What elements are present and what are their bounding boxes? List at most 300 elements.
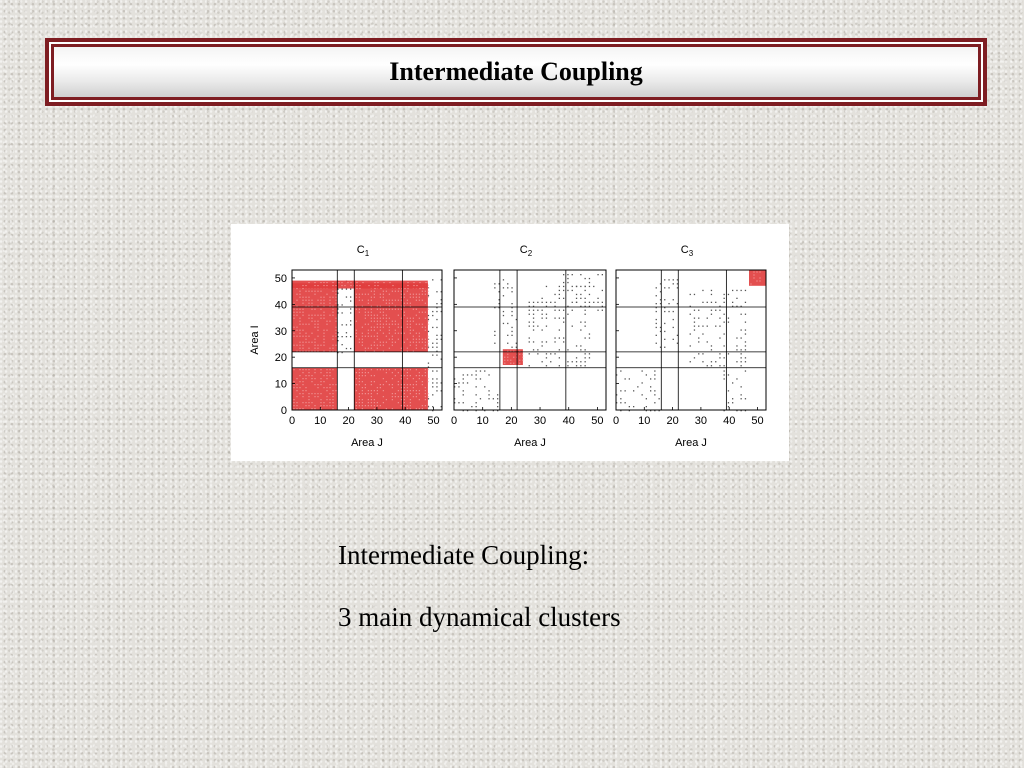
cluster-dot bbox=[413, 342, 414, 343]
cluster-dot bbox=[374, 342, 375, 343]
cluster-dot bbox=[410, 402, 411, 403]
cluster-dot bbox=[356, 333, 357, 334]
cluster-dot bbox=[375, 282, 376, 283]
coupling-dot bbox=[741, 357, 742, 358]
coupling-dot bbox=[476, 374, 477, 375]
cluster-dot bbox=[401, 387, 402, 388]
coupling-dot bbox=[428, 295, 429, 296]
cluster-dot bbox=[407, 369, 408, 370]
cluster-dot bbox=[422, 312, 423, 313]
cluster-dot bbox=[321, 384, 322, 385]
cluster-dot bbox=[309, 399, 310, 400]
coupling-dot bbox=[745, 398, 746, 399]
cluster-dot bbox=[297, 387, 298, 388]
cluster-dot bbox=[321, 378, 322, 379]
panel-2 bbox=[451, 244, 606, 449]
cluster-dot bbox=[351, 285, 352, 286]
x-tick-label: 0 bbox=[612, 415, 620, 427]
coupling-dot bbox=[633, 390, 634, 391]
cluster-dot bbox=[351, 282, 352, 283]
coupling-dot bbox=[724, 333, 725, 334]
cluster-dot bbox=[398, 327, 399, 328]
coupling-dot bbox=[428, 315, 429, 316]
cluster-dot bbox=[419, 297, 420, 298]
coupling-dot bbox=[559, 337, 560, 338]
coupling-dot bbox=[732, 402, 733, 403]
coupling-dot bbox=[728, 294, 729, 295]
cluster-dot bbox=[380, 297, 381, 298]
cluster-dot bbox=[327, 378, 328, 379]
coupling-dot bbox=[476, 402, 477, 403]
cluster-dot bbox=[327, 330, 328, 331]
coupling-dot bbox=[745, 333, 746, 334]
coupling-dot bbox=[546, 353, 547, 354]
cluster-dot bbox=[426, 282, 427, 283]
cluster-dot bbox=[419, 312, 420, 313]
cluster-dot bbox=[404, 393, 405, 394]
cluster-dot bbox=[318, 300, 319, 301]
cluster-dot bbox=[413, 396, 414, 397]
cluster-dot bbox=[333, 285, 334, 286]
coupling-dot bbox=[664, 339, 665, 340]
cluster-dot bbox=[407, 390, 408, 391]
cluster-dot bbox=[425, 312, 426, 313]
cluster-dot bbox=[422, 405, 423, 406]
cluster-dot bbox=[377, 345, 378, 346]
cluster-dot bbox=[380, 330, 381, 331]
coupling-dot bbox=[567, 349, 568, 350]
coupling-dot bbox=[567, 290, 568, 291]
cluster-dot bbox=[401, 390, 402, 391]
cluster-dot bbox=[324, 336, 325, 337]
coupling-dot bbox=[511, 331, 512, 332]
coupling-dot bbox=[593, 286, 594, 287]
cluster-dot bbox=[315, 408, 316, 409]
coupling-dot bbox=[503, 315, 504, 316]
cluster-dot bbox=[422, 324, 423, 325]
cluster-dot bbox=[395, 369, 396, 370]
cluster-dot bbox=[428, 348, 429, 349]
cluster-dot bbox=[371, 327, 372, 328]
cluster-dot bbox=[416, 396, 417, 397]
coupling-dot bbox=[698, 341, 699, 342]
cluster-dot bbox=[410, 369, 411, 370]
cluster-dot bbox=[365, 387, 366, 388]
cluster-dot bbox=[318, 336, 319, 337]
cluster-dot bbox=[357, 282, 358, 283]
coupling-dot bbox=[563, 322, 564, 323]
cluster-dot bbox=[377, 402, 378, 403]
cluster-dot bbox=[318, 393, 319, 394]
cluster-dot bbox=[389, 318, 390, 319]
cluster-dot bbox=[410, 327, 411, 328]
cluster-dot bbox=[401, 306, 402, 307]
cluster-dot bbox=[404, 369, 405, 370]
cluster-dot bbox=[300, 309, 301, 310]
cluster-dot bbox=[392, 324, 393, 325]
coupling-dot bbox=[432, 327, 433, 328]
cluster-dot bbox=[303, 408, 304, 409]
cluster-dot bbox=[386, 342, 387, 343]
coupling-dot bbox=[559, 365, 560, 366]
cluster-dot bbox=[389, 369, 390, 370]
coupling-dot bbox=[711, 349, 712, 350]
cluster-dot bbox=[401, 375, 402, 376]
cluster-dot bbox=[428, 378, 429, 379]
coupling-dot bbox=[741, 337, 742, 338]
cluster-dot bbox=[318, 285, 319, 286]
cluster-dot bbox=[306, 333, 307, 334]
cluster-dot bbox=[371, 291, 372, 292]
cluster-dot bbox=[303, 330, 304, 331]
cluster-dot bbox=[419, 390, 420, 391]
coupling-dot bbox=[654, 378, 655, 379]
coupling-dot bbox=[559, 298, 560, 299]
coupling-dot bbox=[497, 394, 498, 395]
coupling-dot bbox=[745, 349, 746, 350]
cluster-dot bbox=[324, 339, 325, 340]
coupling-dot bbox=[736, 349, 737, 350]
cluster-dot bbox=[330, 348, 331, 349]
cluster-dot bbox=[327, 294, 328, 295]
coupling-dot bbox=[741, 365, 742, 366]
coupling-dot bbox=[646, 398, 647, 399]
cluster-dot bbox=[327, 321, 328, 322]
coupling-dot bbox=[698, 318, 699, 319]
cluster-dot bbox=[321, 345, 322, 346]
coupling-dot bbox=[625, 402, 626, 403]
coupling-dot bbox=[436, 382, 437, 383]
cluster-dot bbox=[315, 345, 316, 346]
coupling-dot bbox=[711, 294, 712, 295]
cluster-dot bbox=[359, 372, 360, 373]
cluster-dot bbox=[371, 318, 372, 319]
cluster-dot bbox=[413, 330, 414, 331]
cluster-dot bbox=[300, 342, 301, 343]
cluster-dot bbox=[383, 318, 384, 319]
cluster-dot bbox=[398, 300, 399, 301]
cluster-dot bbox=[297, 315, 298, 316]
coupling-dot bbox=[529, 365, 530, 366]
coupling-dot bbox=[554, 318, 555, 319]
cluster-dot bbox=[333, 339, 334, 340]
cluster-dot bbox=[303, 288, 304, 289]
coupling-dot bbox=[711, 302, 712, 303]
coupling-dot bbox=[664, 279, 665, 280]
cluster-dot bbox=[362, 333, 363, 334]
x-tick-label: 50 bbox=[751, 415, 764, 427]
coupling-dot bbox=[698, 310, 699, 311]
cluster-dot bbox=[362, 405, 363, 406]
cluster-dot bbox=[371, 336, 372, 337]
cluster-dot bbox=[425, 339, 426, 340]
cluster-dot bbox=[300, 375, 301, 376]
cluster-dot bbox=[395, 333, 396, 334]
coupling-dot bbox=[629, 406, 630, 407]
coupling-dot bbox=[432, 279, 433, 280]
coupling-dot bbox=[497, 406, 498, 407]
y-tick-label: 0 bbox=[280, 405, 287, 417]
coupling-dot bbox=[724, 370, 725, 371]
cluster-dot bbox=[327, 369, 328, 370]
cluster-dot bbox=[504, 363, 505, 364]
cluster-dot bbox=[404, 390, 405, 391]
coupling-dot bbox=[668, 279, 669, 280]
cluster-dot bbox=[342, 285, 343, 286]
cluster-dot bbox=[371, 399, 372, 400]
coupling-dot bbox=[458, 386, 459, 387]
cluster-dot bbox=[315, 315, 316, 316]
cluster-dot bbox=[321, 282, 322, 283]
coupling-dot bbox=[656, 335, 657, 336]
coupling-dot bbox=[350, 336, 351, 337]
cluster-dot bbox=[330, 369, 331, 370]
cluster-dot bbox=[294, 318, 295, 319]
cluster-dot bbox=[757, 281, 758, 282]
cluster-dot bbox=[315, 282, 316, 283]
cluster-dot bbox=[386, 336, 387, 337]
cluster-dot bbox=[303, 297, 304, 298]
cluster-dot bbox=[414, 285, 415, 286]
cluster-dot bbox=[321, 381, 322, 382]
cluster-dot bbox=[410, 297, 411, 298]
coupling-dot bbox=[576, 294, 577, 295]
cluster-dot bbox=[407, 321, 408, 322]
coupling-dot bbox=[533, 341, 534, 342]
coupling-dot bbox=[350, 308, 351, 309]
cluster-dot bbox=[389, 303, 390, 304]
coupling-dot bbox=[507, 335, 508, 336]
cluster-dot bbox=[371, 384, 372, 385]
cluster-dot bbox=[333, 291, 334, 292]
cluster-dot bbox=[754, 275, 755, 276]
cluster-dot bbox=[312, 375, 313, 376]
cluster-dot bbox=[297, 390, 298, 391]
cluster-dot bbox=[356, 330, 357, 331]
cluster-dot bbox=[419, 399, 420, 400]
slide-title: Intermediate Coupling bbox=[389, 57, 643, 86]
cluster-dot bbox=[398, 315, 399, 316]
dot-region bbox=[337, 281, 351, 354]
cluster-dot bbox=[312, 306, 313, 307]
cluster-dot bbox=[368, 315, 369, 316]
cluster-dot bbox=[380, 369, 381, 370]
coupling-dot bbox=[620, 390, 621, 391]
cluster-dot bbox=[389, 300, 390, 301]
x-tick-label: 20 bbox=[342, 415, 355, 427]
coupling-dot bbox=[650, 390, 651, 391]
cluster-dot bbox=[510, 360, 511, 361]
cluster-dot bbox=[428, 336, 429, 337]
coupling-dot bbox=[728, 374, 729, 375]
x-tick-label: 10 bbox=[314, 415, 327, 427]
cluster-block bbox=[354, 368, 428, 410]
coupling-dot bbox=[529, 353, 530, 354]
panel-title: $C_3$ bbox=[680, 244, 694, 258]
dot-region bbox=[724, 370, 747, 411]
coupling-dot bbox=[533, 310, 534, 311]
coupling-dot bbox=[537, 302, 538, 303]
coupling-dot bbox=[707, 302, 708, 303]
coupling-dot bbox=[724, 314, 725, 315]
coupling-dot bbox=[664, 331, 665, 332]
cluster-dot bbox=[395, 375, 396, 376]
cluster-dot bbox=[327, 387, 328, 388]
cluster-dot bbox=[419, 375, 420, 376]
cluster-dot bbox=[380, 405, 381, 406]
cluster-dot bbox=[297, 405, 298, 406]
cluster-dot bbox=[398, 333, 399, 334]
cluster-dot bbox=[410, 318, 411, 319]
cluster-dot bbox=[419, 408, 420, 409]
cluster-dot bbox=[333, 384, 334, 385]
cluster-dot bbox=[513, 363, 514, 364]
cluster-dot bbox=[407, 318, 408, 319]
coupling-dot bbox=[580, 349, 581, 350]
cluster-dot bbox=[368, 336, 369, 337]
cluster-dot bbox=[425, 294, 426, 295]
cluster-dot bbox=[371, 321, 372, 322]
cluster-dot bbox=[330, 300, 331, 301]
cluster-dot bbox=[294, 402, 295, 403]
cluster-dot bbox=[407, 324, 408, 325]
cluster-dot bbox=[399, 288, 400, 289]
cluster-dot bbox=[398, 339, 399, 340]
cluster-dot bbox=[303, 303, 304, 304]
cluster-block bbox=[292, 368, 337, 410]
coupling-dot bbox=[559, 318, 560, 319]
coupling-dot bbox=[620, 402, 621, 403]
coupling-dot bbox=[567, 282, 568, 283]
cluster-dot bbox=[380, 384, 381, 385]
coupling-dot bbox=[650, 386, 651, 387]
cluster-dot bbox=[423, 288, 424, 289]
cluster-dot bbox=[318, 324, 319, 325]
cluster-dot bbox=[504, 360, 505, 361]
coupling-dot bbox=[533, 349, 534, 350]
cluster-dot bbox=[309, 369, 310, 370]
cluster-dot bbox=[383, 384, 384, 385]
cluster-dot bbox=[312, 315, 313, 316]
cluster-dot bbox=[428, 285, 429, 286]
cluster-dot bbox=[407, 300, 408, 301]
coupling-dot bbox=[585, 337, 586, 338]
cluster-dot bbox=[312, 408, 313, 409]
cluster-dot bbox=[378, 285, 379, 286]
cluster-dot bbox=[300, 324, 301, 325]
coupling-dot bbox=[664, 299, 665, 300]
coupling-dot bbox=[659, 398, 660, 399]
panel-frame bbox=[616, 270, 766, 410]
cluster-dot bbox=[398, 309, 399, 310]
dot-region bbox=[690, 290, 747, 367]
cluster-dot bbox=[419, 342, 420, 343]
cluster-dot bbox=[294, 336, 295, 337]
coupling-dot bbox=[745, 329, 746, 330]
cluster-dot bbox=[410, 399, 411, 400]
cluster-dot bbox=[330, 315, 331, 316]
coupling-dot bbox=[580, 361, 581, 362]
coupling-dot bbox=[698, 353, 699, 354]
coupling-dot bbox=[554, 353, 555, 354]
cluster-dot bbox=[392, 321, 393, 322]
coupling-dot bbox=[507, 343, 508, 344]
coupling-dot bbox=[656, 323, 657, 324]
coupling-dot bbox=[602, 310, 603, 311]
cluster-dot bbox=[389, 306, 390, 307]
cluster-dot bbox=[297, 306, 298, 307]
coupling-dot bbox=[656, 343, 657, 344]
cluster-dot bbox=[303, 390, 304, 391]
cluster-dot bbox=[392, 372, 393, 373]
cluster-dot bbox=[413, 390, 414, 391]
coupling-dot bbox=[484, 386, 485, 387]
coupling-dot bbox=[741, 398, 742, 399]
cluster-dot bbox=[324, 297, 325, 298]
coupling-dot bbox=[702, 353, 703, 354]
coupling-dot bbox=[664, 347, 665, 348]
coupling-dot bbox=[711, 365, 712, 366]
caption-line-1: Intermediate Coupling: bbox=[338, 540, 590, 570]
cluster-dot bbox=[425, 330, 426, 331]
cluster-dot bbox=[294, 405, 295, 406]
cluster-dot bbox=[303, 324, 304, 325]
coupling-dot bbox=[719, 318, 720, 319]
cluster-dot bbox=[330, 402, 331, 403]
cluster-dot bbox=[303, 378, 304, 379]
cluster-dot bbox=[327, 390, 328, 391]
cluster-dot bbox=[519, 360, 520, 361]
cluster-dot bbox=[362, 399, 363, 400]
cluster-dot bbox=[377, 387, 378, 388]
coupling-dot bbox=[656, 287, 657, 288]
cluster-dot bbox=[365, 393, 366, 394]
cluster-dot bbox=[356, 378, 357, 379]
cluster-dot bbox=[300, 297, 301, 298]
x-tick-label: 40 bbox=[399, 415, 412, 427]
x-tick-label: 50 bbox=[591, 415, 604, 427]
cluster-dot bbox=[383, 312, 384, 313]
coupling-dot bbox=[436, 311, 437, 312]
cluster-dot bbox=[410, 375, 411, 376]
cluster-dot bbox=[362, 339, 363, 340]
cluster-dot bbox=[757, 272, 758, 273]
coupling-dot bbox=[580, 286, 581, 287]
cluster-dot bbox=[306, 324, 307, 325]
coupling-dot bbox=[572, 286, 573, 287]
coupling-dot bbox=[554, 294, 555, 295]
coupling-dot bbox=[488, 390, 489, 391]
cluster-dot bbox=[324, 318, 325, 319]
cluster-dot bbox=[306, 390, 307, 391]
cluster-dot bbox=[297, 294, 298, 295]
cluster-dot bbox=[321, 405, 322, 406]
coupling-dot bbox=[533, 329, 534, 330]
coupling-dot bbox=[629, 378, 630, 379]
cluster-dot bbox=[294, 408, 295, 409]
coupling-dot bbox=[436, 303, 437, 304]
cluster-dot bbox=[404, 303, 405, 304]
cluster-dot bbox=[359, 396, 360, 397]
coupling-dot bbox=[567, 365, 568, 366]
cluster-dot bbox=[407, 348, 408, 349]
coupling-dot bbox=[576, 357, 577, 358]
cluster-dot bbox=[395, 324, 396, 325]
coupling-dot bbox=[711, 290, 712, 291]
cluster-dot bbox=[306, 291, 307, 292]
cluster-dot bbox=[386, 303, 387, 304]
cluster-dot bbox=[380, 387, 381, 388]
